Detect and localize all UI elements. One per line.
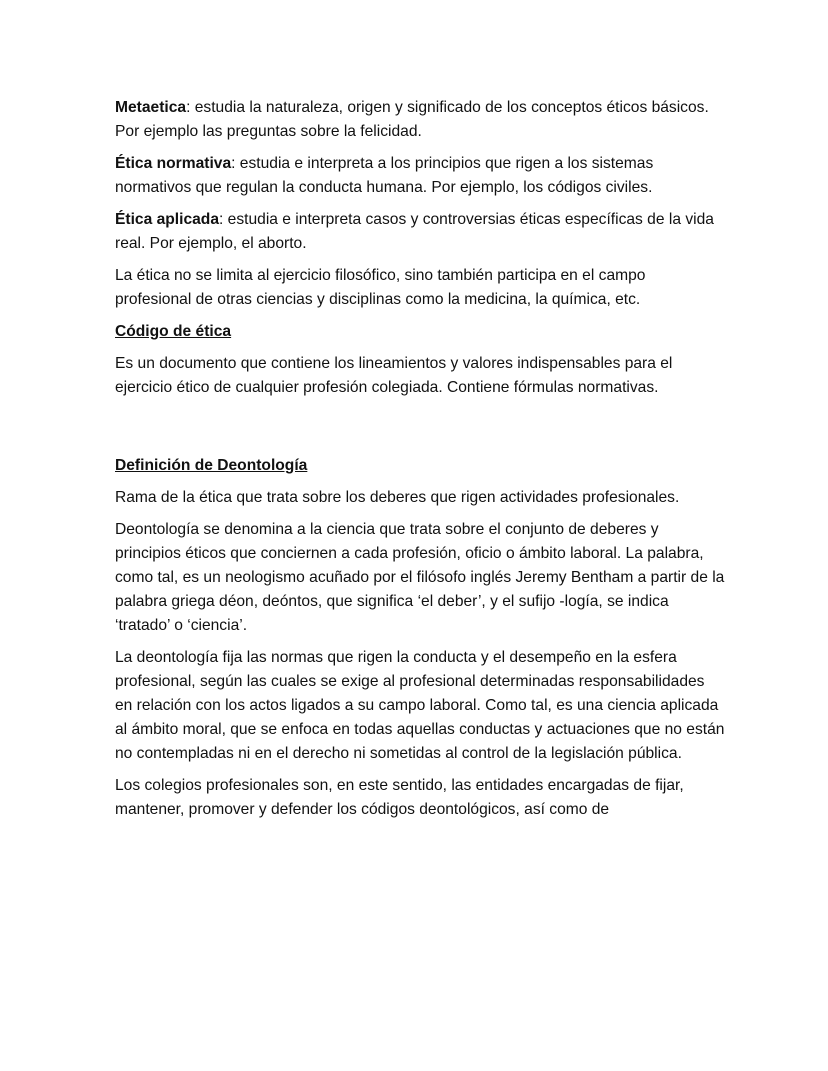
definition-text: : estudia e interpreta a los principios que rigen a los sistemas normativos que regulan la conducta humana. Por ejemplo, los códigos civiles. xyxy=(115,155,654,196)
deontologia-paragraph: Deontología se denomina a la ciencia que trata sobre el conjunto de deberes y principios éticos que conciernen a cada profesión, oficio o ámbito laboral. La palabra, como tal, es un neologismo acuñado por el filósofo inglés Jeremy Bentham a partir de la palabra griega déon, deóntos, que significa ‘el deber’, y el sufijo -logía, se indica ‘tratado’ o ‘ciencia’. xyxy=(115,521,725,634)
definition-etica-aplicada xyxy=(115,208,725,256)
definition-text: : estudia la naturaleza, origen y significado de los conceptos éticos básicos. Por ejemplo las preguntas sobre la felicidad. xyxy=(115,99,709,140)
deontologia-paragraph: La deontología fija las normas que rigen la conducta y el desempeño en la esfera profesional, según las cuales se exige al profesional determinadas responsabilidades en relación con los actos ligados a su campo laboral. Como tal, es una ciencia aplicada al ámbito moral, que se enfoca en todas aquellas conductas y actuaciones que no están no contempladas ni en el derecho ni sometidas al control de la legislación pública. xyxy=(115,649,725,762)
deontologia-paragraph: Los colegios profesionales son, en este sentido, las entidades encargadas de fijar, mantener, promover y defender los códigos deontológicos, así como de xyxy=(115,777,684,818)
codigo-etica-paragraph: Es un documento que contiene los lineamientos y valores indispensables para el ejercicio ético de cualquier profesión colegiada. Contiene fórmulas normativas. xyxy=(115,355,673,396)
intro-paragraph: La ética no se limita al ejercicio filosófico, sino también participa en el campo profesional de otras ciencias y disciplinas como la medicina, la química, etc. xyxy=(115,267,646,308)
definition-text: : estudia e interpreta casos y controversias éticas específicas de la vida real. Por ejemplo, el aborto. xyxy=(115,211,714,252)
definition-metaetica xyxy=(115,96,725,144)
definition-term: Ética normativa xyxy=(115,155,232,172)
codigo-etica-heading: Código de ética xyxy=(115,323,232,340)
definition-etica-normativa xyxy=(115,152,725,200)
definition-term: Ética aplicada xyxy=(115,211,220,228)
definition-term: Metaetica xyxy=(115,99,187,116)
deontologia-heading: Definición de Deontología xyxy=(115,457,308,474)
section-spacer xyxy=(115,408,725,454)
document-page xyxy=(115,96,725,830)
deontologia-paragraph: Rama de la ética que trata sobre los deberes que rigen actividades profesionales. xyxy=(115,489,680,506)
